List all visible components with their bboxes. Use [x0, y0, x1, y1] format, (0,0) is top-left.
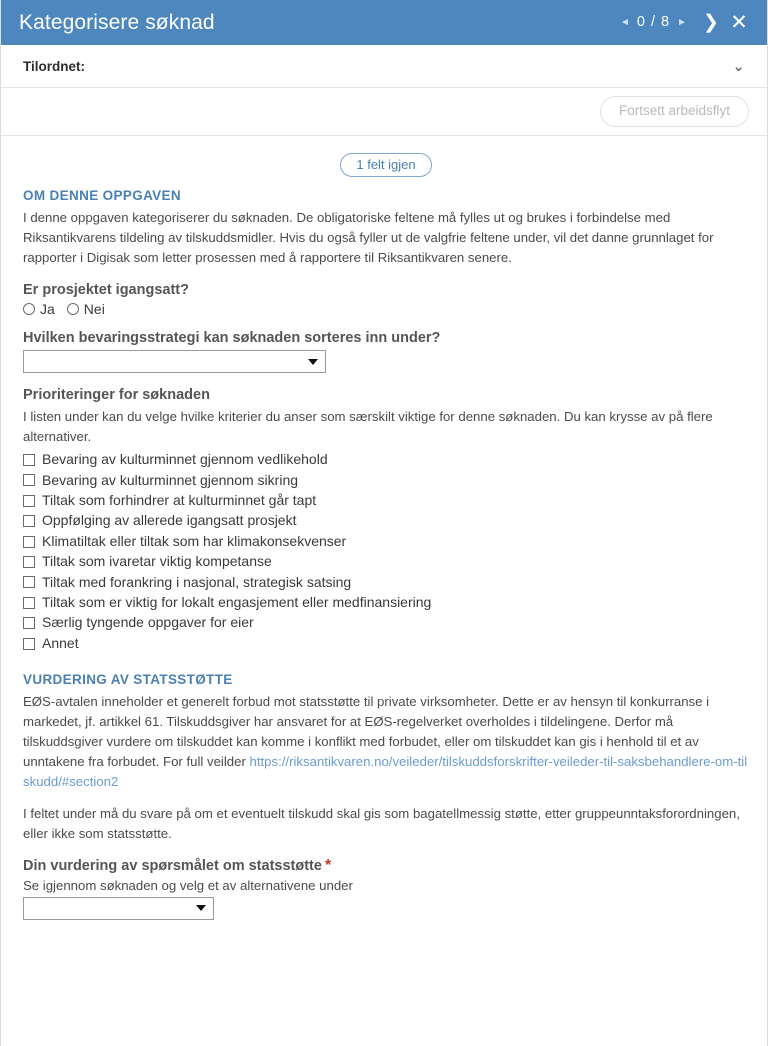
- guideline-link[interactable]: https://riksantikvaren.no/veileder/tilskuddsforskrifter-veileder-til-saksbehandlere-om-tilskudd/#section2: [23, 754, 748, 790]
- list-item[interactable]: [23, 636, 749, 651]
- strategy-label: Hvilken bevaringsstrategi kan søknaden sorteres inn under?: [23, 330, 441, 347]
- assessment-label: [23, 857, 749, 875]
- triangle-left-icon[interactable]: ◄: [619, 16, 630, 28]
- triangle-right-icon[interactable]: ►: [677, 16, 687, 28]
- chevron-right-icon[interactable]: ❯: [703, 12, 719, 33]
- checkbox-label: Tiltak som forhindrer at kulturminnet går tapt: [42, 492, 317, 509]
- strategy-select[interactable]: [23, 350, 326, 373]
- list-item[interactable]: [23, 554, 749, 569]
- assigned-label: Tilordnet:: [23, 58, 85, 74]
- fields-remaining-row: [23, 136, 749, 184]
- radio-mark-icon: [67, 303, 79, 315]
- list-item[interactable]: [23, 575, 749, 590]
- checkbox-label: Tiltak som er viktig for lokalt engasjement eller medfinansiering: [42, 594, 432, 611]
- list-item[interactable]: [23, 473, 749, 488]
- continue-workflow-button[interactable]: Fortsett arbeidsflyt: [600, 96, 749, 127]
- priorities-checkbox-list: [23, 452, 749, 651]
- radio-mark-icon: [23, 303, 35, 315]
- checkbox-label: Tiltak med forankring i nasjonal, strategisk satsing: [42, 573, 352, 590]
- assessment-label-text: Din vurdering av spørsmålet om statsstøtte: [23, 857, 322, 874]
- list-item[interactable]: [23, 534, 749, 549]
- checkbox-icon: [23, 556, 35, 568]
- required-marker: *: [324, 856, 332, 874]
- state-aid-section-heading: VURDERING AV STATSSTØTTE: [23, 672, 233, 688]
- checkbox-label: Bevaring av kulturminnet gjennom vedlikehold: [42, 451, 328, 468]
- radio-label: Nei: [83, 301, 105, 318]
- state-aid-paragraph: [23, 692, 749, 792]
- workflow-bar: [1, 88, 767, 136]
- checkbox-icon: [23, 576, 35, 588]
- list-item[interactable]: [23, 615, 749, 630]
- checkbox-label: Klimatiltak eller tiltak som har klimakonsekvenser: [42, 532, 347, 549]
- checkbox-icon: [23, 474, 35, 486]
- state-aid-paragraph-after: I feltet under må du svare på om et eventuelt tilskudd skal gis som bagatellmessig støtte, etter gruppeunntaksforordningen, eller ikke som statsstøtte.: [23, 805, 740, 841]
- state-aid-paragraph-text: EØS-avtalen inneholder et generelt forbud mot statsstøtte til private virksomheter. Dette er av hensyn til konkurranse i markedet, jf. artikkel 61. Tilskuddsgiver har ansvaret for at EØS-regelverket overholdes i tildelingene. Derfor må tilskuddsgiver vurdere om tilskuddet kan komme i konflikt med forbudet, eller om tilskuddet kan gis i henhold til et av unntakene fra forbudet. For full veilder: [23, 694, 710, 770]
- checkbox-icon: [23, 536, 35, 548]
- pager-count: 0 / 8: [636, 14, 671, 31]
- checkbox-label: Særlig tyngende oppgaver for eier: [42, 614, 254, 631]
- checkbox-label: Annet: [42, 634, 79, 651]
- titlebar-controls: [618, 9, 753, 37]
- assessment-select[interactable]: [23, 897, 214, 920]
- checkbox-icon: [23, 495, 35, 507]
- page-title: Kategorisere søknad: [19, 11, 215, 34]
- checkbox-icon: [23, 638, 35, 650]
- about-section-paragraph: I denne oppgaven kategoriserer du søknaden. De obligatoriske feltene må fylles ut og brukes i forbindelse med Riksantikvarens tildeling av tilskuddsmidler. Hvis du også fyller ut de valgfrie feltene under, vil det danne grunnlaget for rapporter i Digisak som letter prosessen med å rapportere til Riksantikvaren senere.: [23, 210, 714, 266]
- dialog-titlebar: [1, 0, 767, 45]
- pager: [618, 15, 689, 30]
- radio-option-ja[interactable]: [23, 302, 55, 316]
- radio-option-nei[interactable]: [67, 302, 105, 316]
- assessment-sub-label: Se igjennom søknaden og velg et av alternativene under: [23, 877, 353, 893]
- priorities-description: I listen under kan du velge hvilke kriterier du anser som særskilt viktige for denne søknaden. Du kan krysse av på flere alternativer.: [23, 409, 713, 445]
- form-area: [1, 136, 767, 1046]
- list-item[interactable]: [23, 452, 749, 467]
- list-item[interactable]: [23, 513, 749, 528]
- checkbox-label: Oppfølging av allerede igangsatt prosjekt: [42, 512, 297, 529]
- priorities-label: Prioriteringer for søknaden: [23, 387, 210, 404]
- project-started-label: Er prosjektet igangsatt?: [23, 282, 189, 299]
- checkbox-icon: [23, 454, 35, 466]
- checkbox-label: Bevaring av kulturminnet gjennom sikring: [42, 471, 299, 488]
- checkbox-label: Tiltak som ivaretar viktig kompetanse: [42, 553, 272, 570]
- close-icon[interactable]: ✕: [730, 11, 748, 34]
- checkbox-icon: [23, 617, 35, 629]
- checkbox-icon: [23, 597, 35, 609]
- chevron-down-icon: [196, 905, 206, 911]
- radio-label: Ja: [40, 301, 55, 318]
- chevron-down-icon: [308, 359, 318, 365]
- project-started-radio-group: [23, 302, 749, 316]
- assigned-bar[interactable]: [1, 45, 767, 88]
- about-section-heading: OM DENNE OPPGAVEN: [23, 188, 181, 203]
- fields-remaining-badge: 1 felt igjen: [340, 153, 431, 177]
- chevron-down-icon[interactable]: ⌄: [732, 57, 745, 75]
- checkbox-icon: [23, 515, 35, 527]
- list-item[interactable]: [23, 493, 749, 508]
- list-item[interactable]: [23, 595, 749, 610]
